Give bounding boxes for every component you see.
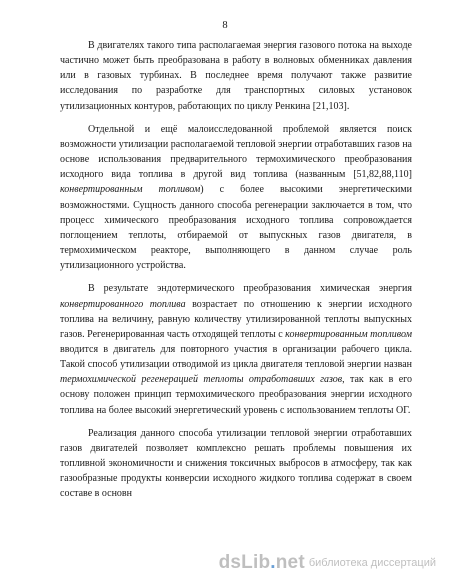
text-run: Отдельной и ещё малоисследованной проблемой является поиск возможности утилизации располагаемой тепловой энергии отработавших газов на основе использования предварительного термохимического преобразования исходного вида топлива в другой вид топлива (названным [51,82,88,110] [60, 123, 412, 181]
text-run: В двигателях такого типа располагаемая энергия газового потока на выходе частично может быть преобразована в работу в волновых обменниках давления или в газовых турбинах. В последнее время получают также развитие исследования по разработке для транспортных силовых установок утилизационных контуров, работающих по циклу Ренкина [21,103]. [60, 40, 412, 112]
paragraph [60, 122, 412, 274]
paragraph [60, 426, 412, 502]
italic-term: конвертированным топливом [285, 328, 412, 340]
watermark-logo [219, 552, 305, 574]
watermark-logo-main: dsLib [218, 552, 271, 573]
watermark [219, 552, 436, 574]
text-run: вводится в двигатель для повторного участия в организации рабочего цикла. Такой способ утилизации отводимой из цикла двигателя тепловой энергии назван [60, 343, 412, 371]
watermark-logo-tld: net [275, 552, 305, 573]
body-text [60, 38, 412, 502]
paragraph [60, 38, 412, 114]
text-run: возрастает по отношению к энергии исходного топлива на величину, равную количеству утилизированной теплоты выпускных газов. Регенерированная часть отходящей теплоты с [60, 298, 413, 340]
text-run: Реализация данного способа утилизации тепловой энергии отработавших газов двигателей позволяет комплексно решать проблемы повышения их топливной экономичности и снижения токсичных выбросов в атмосферу, так как газообразные продукты конверсии исходного жидкого топлива содержат в своем составе в основн [60, 427, 412, 500]
paragraph [60, 281, 412, 417]
text-run: ) с более высокими энергетическими возможностями. Сущность данного способа регенерации заключается в том, что процесс химического преобразования исходного топлива сопровождается поглощением теплоты, отбираемой от выпускных газов двигателя, в термохимическом реакторе, выполняющего в данном случае роль утилизационного устройства. [60, 184, 412, 272]
page-number: 8 [222, 20, 228, 31]
italic-term: конвертированным топливом [60, 184, 201, 196]
italic-term: термохимической регенерацией теплоты отработавших газов [60, 374, 343, 386]
italic-term: конвертированного топлива [60, 298, 186, 310]
watermark-logo-dot: . [270, 552, 276, 573]
text-run: В результате эндотермического преобразования химическая энергия [88, 283, 412, 295]
watermark-caption: библиотека диссертаций [308, 557, 436, 569]
text-run: , так как в его основу положен принцип термохимического преобразования энергии исходного топлива на более высокий энергетический уровень с использованием теплоты ОГ. [60, 374, 412, 416]
